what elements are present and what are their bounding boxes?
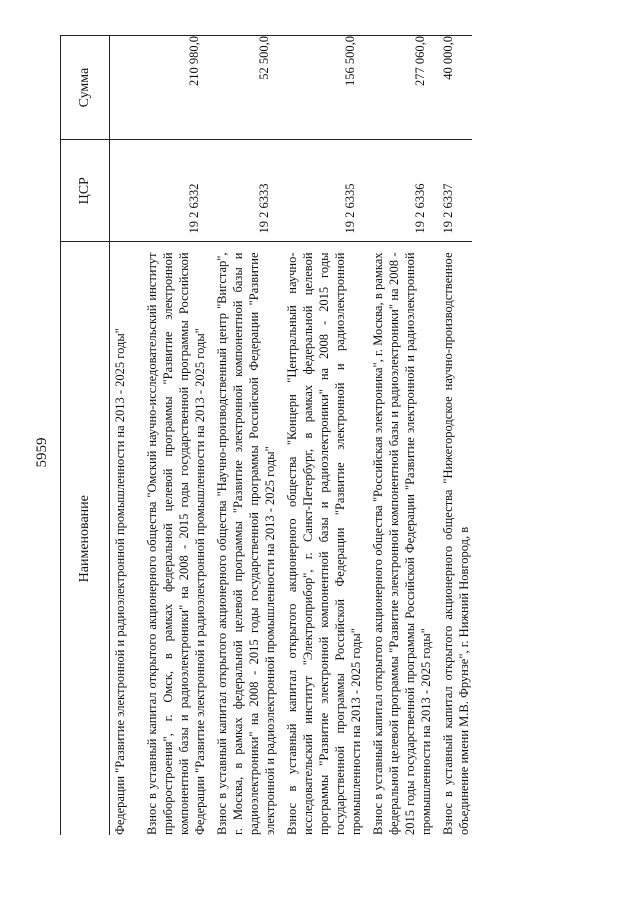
- table-row: [138, 36, 208, 836]
- row-name: Взнос в уставный капитал открытого акционерного общества "Научно-производственный центр "Вигстар", г. Москва, в рамках федеральной целевой программы "Развитие электронной компонентной базы и радиоэлектроники" на 2008 - 2015 годы государственной программы Российской Федерации "Развитие электронной и радиоэлектронной промышленности на 2013 - 2025 годы": [215, 252, 277, 835]
- row-name: Взнос в уставный капитал открытого акционерного общества "Омский научно-исследовательский институт приборостроения", г. Омск, в рамках федеральной целевой программы "Развитие электронной компонентной базы и радиоэлектроники" на 2008 - 2015 годы государственной программы Российской Федерации "Развитие электронной и радиоэлектронной промышленности на 2013 - 2025 годы": [145, 252, 207, 835]
- header-name: Наименование: [61, 242, 110, 835]
- row-name: Взнос в уставный капитал открытого акционерного общества "Концерн "Центральный научно-исследовательский институт "Электроприбор", г. Санкт-Петербург, в рамках федеральной целевой программы "Развитие электронной компонентной базы и радиоэлектроники" на 2008 - 2015 годы государственной программы Российской Федерации "Развитие электронной и радиоэлектронной промышленности на 2013 - 2025 годы": [285, 252, 363, 835]
- header-sum: Сумма: [61, 36, 110, 140]
- row-code: 19 2 6332: [138, 140, 208, 242]
- row-name: Взнос в уставный капитал открытого акционерного общества "Российская электроника", г. Москва, в рамках федеральной целевой программы "Развитие электронной компонентной базы и радиоэлектроники" на 2008 - 2015 годы государственной программы Российской Федерации "Развитие электронной и радиоэлектронной промышленности на 2013 - 2025 годы": [371, 252, 433, 835]
- row-code: 19 2 6335: [278, 140, 364, 242]
- table-header-row: [61, 36, 110, 836]
- row-sum: 156 500,0: [278, 36, 364, 140]
- row-name: Взнос в уставный капитал открытого акционерного общества "Нижегородское научно-производственное объединение имени М.В. Фрунзе", г. Нижний Новгород, в: [441, 252, 471, 835]
- page-number: 5959: [34, 437, 50, 468]
- row-sum: 210 980,0: [138, 36, 208, 140]
- table-row: [278, 36, 364, 836]
- row-code: 19 2 6337: [434, 140, 472, 242]
- row-code: 19 2 6336: [364, 140, 434, 242]
- table-row: [364, 36, 434, 836]
- row-sum: 52 500,0: [208, 36, 278, 140]
- table-row: [208, 36, 278, 836]
- table-row-continuation: [110, 36, 139, 836]
- row-sum: 40 000,0: [434, 36, 472, 140]
- row-code: 19 2 6333: [208, 140, 278, 242]
- appropriations-table: [60, 35, 472, 835]
- continuation-text: Федерации "Развитие электронной и радиоэлектронной промышленности на 2013 - 2025 годы": [113, 328, 127, 835]
- table-row: [434, 36, 472, 836]
- row-sum: 277 060,0: [364, 36, 434, 140]
- header-code: ЦСР: [61, 140, 110, 242]
